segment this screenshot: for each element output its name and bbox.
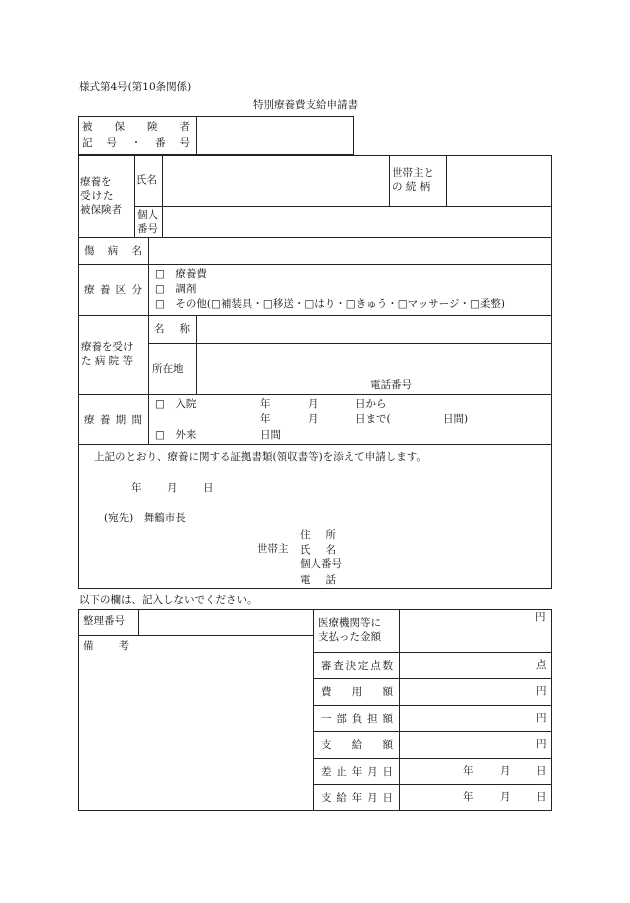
hospital-name-field[interactable] [199,318,550,341]
name-label: 氏名 [136,174,157,186]
payment-date-day: 日 [536,791,547,803]
remarks-label: 備 考 [83,640,129,652]
date-day: 日 [203,482,214,494]
date-month: 月 [167,482,178,494]
applicant-address-label: 住 所 [300,529,336,541]
period-to-day: 日まで( [355,413,391,425]
personal-id-label: 個人 番号 [137,209,158,236]
payment-date-month: 月 [500,791,511,803]
copay-amount-label: 一 部 負 担 額 [321,713,393,725]
period-from-year: 年 [260,398,271,410]
hospital-name-label: 名 称 [154,323,190,335]
insured-label-line2: 記 号 ・ 番 号 [82,137,190,149]
insured-label-line1: 被 保 険 者 [82,121,190,133]
paid-amount-unit: 円 [535,611,546,623]
period-from-month: 月 [308,398,319,410]
date-year: 年 [131,482,142,494]
cost-amount-label: 費 用 額 [321,686,393,698]
outpatient-option[interactable]: □ 外来 [155,429,197,441]
category-label: 療 養 区 分 [84,284,142,296]
reference-number-field [141,612,311,633]
outpatient-days: 日間 [260,429,281,441]
householder-relation-label: 世帯主と の 続 柄 [392,167,434,194]
period-to-month: 月 [308,413,319,425]
form-title: 特別療養費支給申請書 [253,99,358,111]
householder-label: 世帯主 [257,543,289,555]
period-from-day: 日から [355,398,387,410]
disease-field[interactable] [151,240,550,262]
category-option-dispensing[interactable]: □ 調剤 [155,283,197,295]
cost-amount-unit: 円 [536,685,547,697]
name-field[interactable] [164,158,388,204]
applicant-name-label: 氏 名 [300,544,336,556]
period-to-year: 年 [260,413,271,425]
copay-amount-unit: 円 [536,712,547,724]
addressee: (宛先) 舞鶴市長 [104,512,186,524]
hospital-address-label: 所在地 [152,363,184,375]
applicant-phone-label: 電 話 [300,574,336,586]
suspension-date-label: 差 止 年 月 日 [321,766,393,778]
inpatient-days: 日間) [443,413,469,425]
payment-date-year: 年 [463,791,474,803]
period-label: 療 養 期 間 [84,414,142,426]
payment-amount-label: 支 給 額 [321,739,393,751]
insured-number-field[interactable] [198,118,352,153]
category-option-medical[interactable]: □ 療養費 [155,268,207,280]
reference-number-label: 整理番号 [83,615,125,627]
householder-relation-field[interactable] [448,158,550,204]
office-use-note: 以下の欄は、記入しないでください。 [79,594,258,606]
hospital-label: 療養を受け た 病 院 等 [81,341,134,368]
office-use-table [78,609,552,811]
category-option-other[interactable]: □ その他(□補装具・□移送・□はり・□きゅう・□マッサージ・□柔整) [155,298,506,310]
paid-amount-label: 医療機関等に 支払った金額 [318,617,381,644]
patient-label: 療養を 受けた 被保険者 [80,176,122,217]
declaration-text: 上記のとおり、療養に関する証拠書類(領収書等)を添えて申請します。 [94,451,427,463]
hospital-address-field[interactable] [199,346,550,374]
review-points-unit: 点 [536,659,547,671]
inpatient-option[interactable]: □ 入院 [155,398,197,410]
suspension-date-month: 月 [500,765,511,777]
payment-date-label: 支 給 年 月 日 [321,792,393,804]
payment-amount-unit: 円 [536,738,547,750]
personal-id-field[interactable] [164,209,550,235]
form-number: 様式第4号(第10条関係) [79,81,192,93]
applicant-personal-id-label: 個人番号 [300,558,342,570]
suspension-date-day: 日 [536,765,547,777]
review-points-label: 審 査 決 定 点 数 [321,660,393,672]
suspension-date-year: 年 [463,765,474,777]
hospital-phone-label: 電話番号 [370,379,412,391]
disease-label: 傷 病 名 [84,245,142,257]
